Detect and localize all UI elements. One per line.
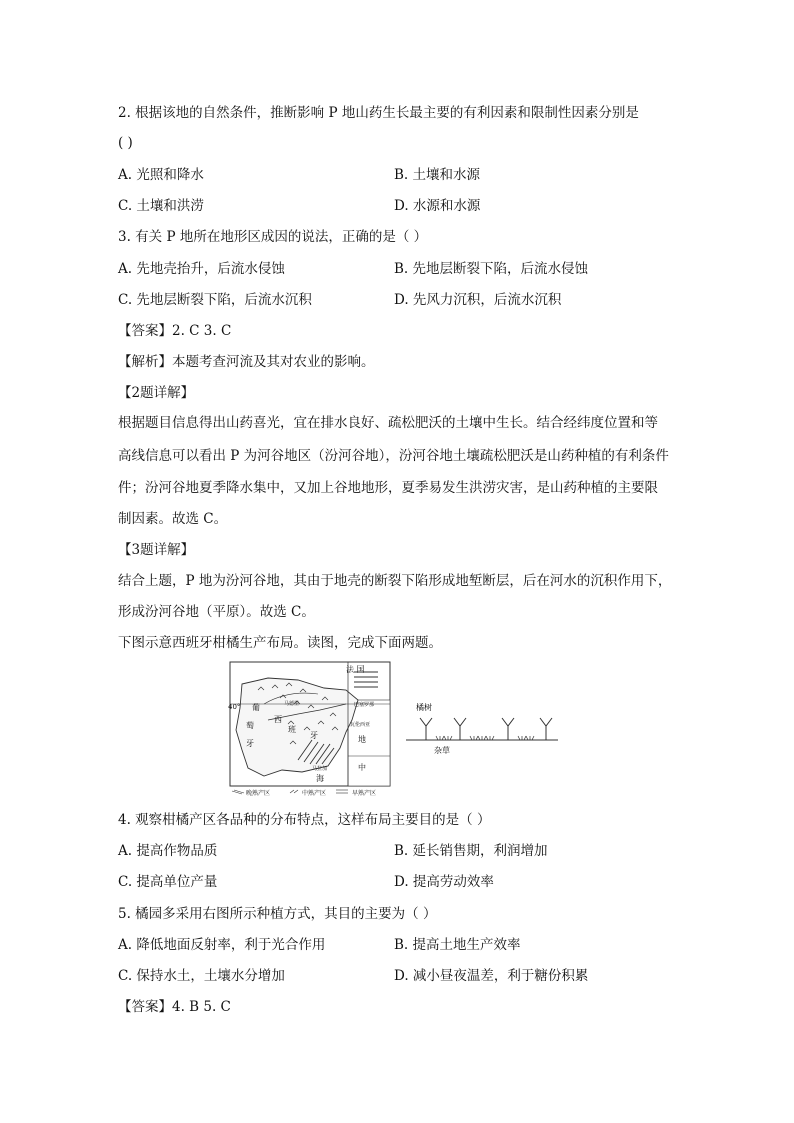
q3-stem: 3. 有关 P 地所在地形区成因的说法，正确的是（ ） — [118, 229, 428, 245]
q4-option-d: D. 提高劳动效率 — [394, 874, 494, 890]
label-med-2: 中 — [358, 763, 366, 772]
label-med-3: 海 — [316, 774, 324, 783]
label-spain-1: 西 — [274, 715, 282, 724]
q4-option-b: B. 延长销售期，利润增加 — [394, 843, 548, 859]
label-portugal-3: 牙 — [246, 739, 254, 748]
q3-option-c: C. 先地层断裂下陷，后流水沉积 — [118, 292, 312, 308]
q4-option-c: C. 提高单位产量 — [118, 874, 218, 890]
label-spain-2: 班 — [288, 725, 296, 734]
detail2-line: 根据题目信息得出山药喜光，宜在排水良好、疏松肥沃的土壤中生长。结合经纬度位置和等 — [118, 415, 658, 431]
label-med-1: 地 — [358, 735, 366, 744]
label-latitude: 40° — [228, 703, 241, 711]
detail3-line: 形成汾河谷地（平原）。故选 C。 — [118, 604, 315, 620]
detail2-heading: 【2题详解】 — [118, 385, 195, 401]
answer-4-5: 【答案】4. B 5. C — [118, 999, 231, 1015]
q2-option-a: A. 光照和降水 — [118, 167, 204, 183]
q3-option-a: A. 先地壳抬升，后流水侵蚀 — [118, 261, 285, 277]
label-weeds: 杂草 — [434, 746, 450, 755]
label-portugal-1: 葡 — [252, 703, 260, 712]
q2-option-b: B. 土壤和水源 — [394, 167, 481, 183]
q3-option-b: B. 先地层断裂下陷，后流水侵蚀 — [394, 261, 589, 277]
legend-early: 早熟产区 — [352, 790, 377, 797]
label-spain-3: 牙 — [310, 731, 318, 740]
q2-stem: 2. 根据该地的自然条件，推断影响 P 地山药生长最主要的有利因素和限制性因素分别是 — [118, 105, 639, 121]
label-citrus-tree: 橘树 — [416, 703, 432, 712]
detail2-line: 制因素。故选 C。 — [118, 511, 228, 527]
label-city-malaga: 马拉加 — [312, 766, 328, 772]
q4-stem: 4. 观察柑橘产区各品种的分布特点，这样布局主要目的是（ ） — [118, 812, 491, 828]
q5-option-b: B. 提高土地生产效率 — [394, 937, 521, 953]
label-city-barcelona: 巴塞罗那 — [354, 702, 375, 708]
q5-stem: 5. 橘园多采用右图所示种植方式，其目的主要为（ ） — [118, 906, 437, 922]
q2-option-c: C. 土壤和洪涝 — [118, 198, 204, 214]
q5-option-c: C. 保持水土，土壤水分增加 — [118, 968, 285, 984]
detail3-heading: 【3题详解】 — [118, 542, 195, 558]
q3-option-d: D. 先风力沉积，后流水沉积 — [394, 292, 562, 308]
q4-option-a: A. 提高作物品质 — [118, 843, 218, 859]
label-city-madrid: 马德里 — [284, 701, 300, 707]
detail2-line: 件；汾河谷地夏季降水集中，又加上谷地地形，夏季易发生洪涝灾害，是山药种植的主要限 — [118, 480, 658, 496]
q2-paren: ( ) — [118, 135, 133, 151]
label-portugal-2: 萄 — [246, 721, 254, 730]
label-city-valencia: 瓦伦西亚 — [350, 722, 371, 728]
label-france: 法 国 — [346, 665, 365, 674]
legend-mid: 中熟产区 — [302, 790, 327, 797]
q5-option-a: A. 降低地面反射率，利于光合作用 — [118, 937, 326, 953]
figure-intro: 下图示意西班牙柑橘生产布局。读图，完成下面两题。 — [118, 635, 442, 651]
q5-option-d: D. 减小昼夜温差，利于糖份积累 — [394, 968, 589, 984]
detail3-line: 结合上题，P 地为汾河谷地，其由于地壳的断裂下陷形成地堑断层，后在河水的沉积作用下， — [118, 573, 672, 589]
answer-2-3: 【答案】2. C 3. C — [118, 323, 232, 339]
intercropping-diagram — [406, 702, 558, 755]
legend-late: 晚熟产区 — [246, 790, 271, 797]
q2-option-d: D. 水源和水源 — [394, 198, 481, 214]
analysis: 【解析】本题考查河流及其对农业的影响。 — [118, 354, 375, 370]
detail2-line: 高线信息可以看出 P 为河谷地区（汾河谷地），汾河谷地土壤疏松肥沃是山药种植的有利条件 — [118, 448, 669, 464]
citrus-figure — [228, 660, 578, 800]
